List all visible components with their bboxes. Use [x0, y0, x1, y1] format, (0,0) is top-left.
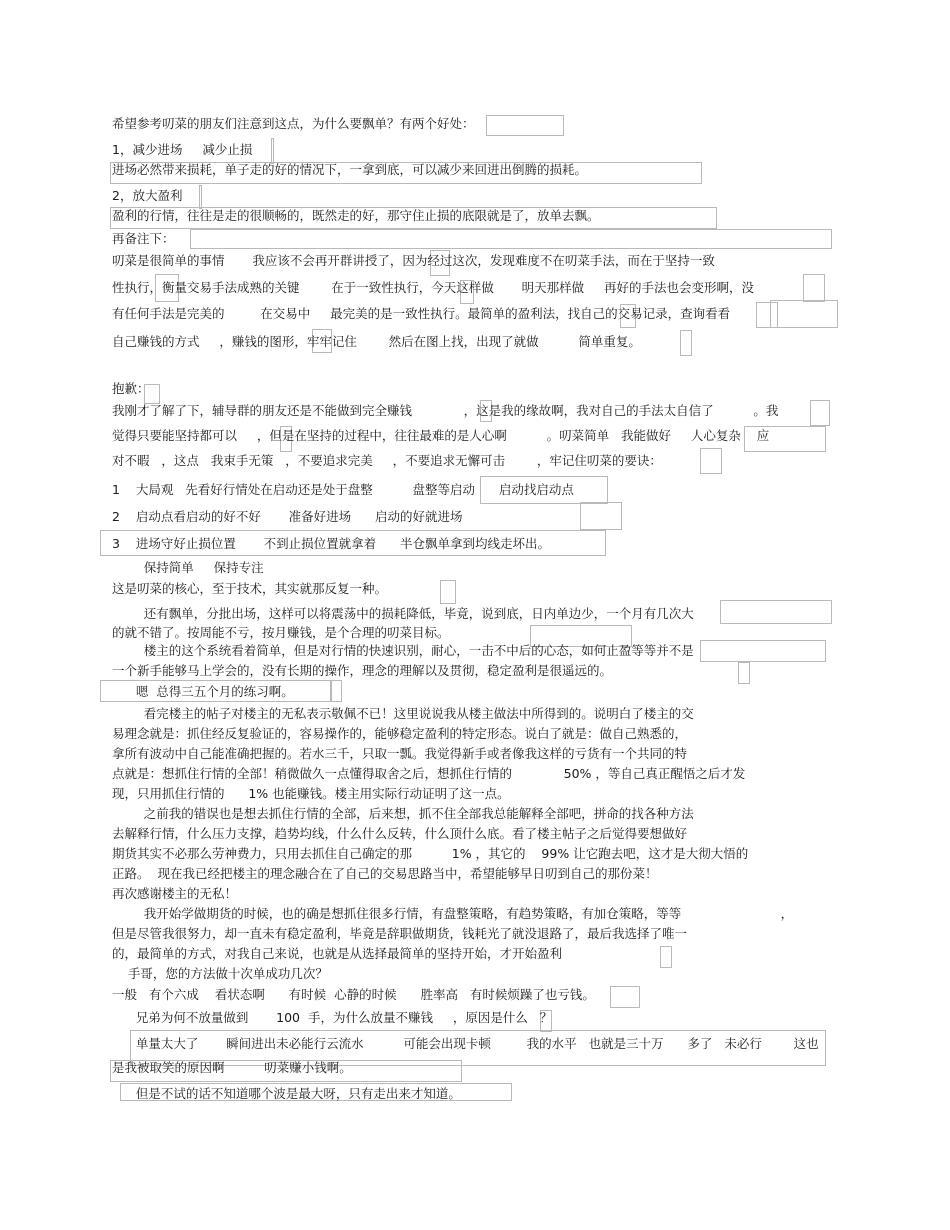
- text-line: 希望参考叨菜的朋友们注意到这点，为什么要飘单？有两个好处：: [112, 116, 475, 131]
- rule-box: [700, 448, 722, 474]
- text-line: 单量太大了 瞬间进出未必能行云流水 可能会出现卡顿 我的水平 也就是三十万 多了 未必行 这也: [112, 1036, 819, 1051]
- rule-box: [720, 600, 832, 624]
- text-line: 对不暇 ，这点 我束手无策 ，不要追求完美 ，不要追求无懈可击 ，牢记住叨菜的要诀：: [112, 453, 662, 468]
- text-line: 再备注下：: [112, 231, 175, 246]
- text-line: 易理念就是：抓住经反复验证的，容易操作的，能够稳定盈利的特定形态。说白了就是：做自己熟悉的，: [112, 726, 688, 741]
- rule-box: [738, 662, 750, 684]
- text-line: 点就是：想抓住行情的全部！稍微做久一点懂得取舍之后，想抓住行情的 50% ，等自己真正醒悟之后才发: [112, 766, 746, 781]
- rule-box: [190, 229, 832, 249]
- text-line: 楼主的这个系统看着简单，但是对行情的快速识别，耐心，一击不中后的心态，如何止盈等等并不是: [112, 643, 694, 658]
- text-line: 期货其实不必那么劳神费力，只用去抓住自己确定的那 1% ，其它的 99% 让它跑去吧，这才是大彻大悟的: [112, 846, 749, 861]
- text-line: 还有飘单，分批出场，这样可以将震荡中的损耗降低，毕竟，说到底，日内单边少，一个月有几次大: [112, 606, 694, 621]
- text-line: 进场必然带来损耗，单子走的好的情况下，一拿到底，可以减少来回进出倒腾的损耗。: [112, 162, 588, 177]
- text-line: 性执行，衡量交易手法成熟的关键 在于一致性执行，今天这样做 明天那样做 再好的手法也会变形啊，没: [112, 280, 754, 295]
- text-line: 兄弟为何不放量做到 100 手，为什么放量不赚钱 ，原因是什么 ？: [112, 1010, 553, 1025]
- rule-box: [580, 502, 622, 530]
- text-line: 嗯 总得三五个月的练习啊。: [112, 684, 294, 699]
- text-line: 一般 有个六成 看状态啊 有时候 心静的时候 胜率高 有时候烦躁了也亏钱。: [112, 987, 595, 1002]
- rule-box: [660, 946, 672, 968]
- rule-box: [271, 138, 274, 164]
- text-line: 我开始学做期货的时候，也的确是想抓住很多行情，有盘整策略，有趋势策略，有加仓策略，等等 ，: [112, 906, 794, 921]
- text-line: 自己赚钱的方式 ，赚钱的图形，牢牢记住 然后在图上找，出现了就做 简单重复。: [112, 334, 641, 349]
- rule-box: [810, 400, 830, 426]
- rule-box: [440, 580, 456, 604]
- text-line: 再次感谢楼主的无私！: [112, 886, 238, 901]
- text-line: 2，放大盈利: [112, 188, 183, 203]
- text-line: 拿所有波动中自己能准确把握的。若水三千，只取一瓢。我觉得新手或者像我这样的亏货有一个共同的特: [112, 746, 688, 761]
- text-line: 去解释行情，什么压力支撑，趋势均线，什么什么反转，什么顶什么底。看了楼主帖子之后觉得要想做好: [112, 826, 688, 841]
- rule-box: [803, 274, 825, 302]
- text-line: 正路。 现在我已经把楼主的理念融合在了自己的交易思路当中，希望能够早日叨到自己的那份菜！: [112, 866, 658, 881]
- text-line: 但是尽管我很努力，却一直未有稳定盈利，毕竟是辞职做期货，钱耗光了就没退路了，最后我选择了唯一: [112, 926, 688, 941]
- rule-box: [680, 330, 692, 356]
- rule-box: [486, 115, 564, 136]
- text-line: 现，只用抓住行情的 1% 也能赚钱。楼主用实际行动证明了这一点。: [112, 786, 510, 801]
- text-line: 手哥，您的方法做十次单成功几次？: [112, 966, 328, 981]
- text-line: 的，最简单的方式，对我自己来说，也就是从选择最简单的坚持开始，才开始盈利: [112, 946, 563, 961]
- text-line: 之前我的错误也是想去抓住行情的全部，后来想，抓不住全部我总能解释全部吧，拼命的找各种方法: [112, 806, 694, 821]
- text-line: 抱歉：: [112, 381, 150, 396]
- text-line: 盈利的行情，往往是走的很顺畅的，既然走的好，那守住止损的底限就是了，放单去飘。: [112, 208, 600, 223]
- text-line: 是我被取笑的原因啊 叨菜赚小钱啊。: [112, 1060, 352, 1075]
- text-line: 保持简单 保持专注: [112, 560, 264, 575]
- rule-box: [199, 185, 202, 209]
- text-line: 的就不错了。按周能不亏，按月赚钱，是个合理的叨菜目标。: [112, 625, 450, 640]
- rule-box: [610, 986, 640, 1008]
- rule-box: [700, 640, 826, 662]
- text-line: 一个新手能够马上学会的，没有长期的操作，理念的理解以及贯彻，稳定盈利是很遥远的。: [112, 663, 613, 678]
- text-line: 2 启动点看启动的好不好 准备好进场 启动的好就进场: [112, 509, 463, 524]
- text-line: 叨菜是很简单的事情 我应该不会再开群讲授了，因为经过这次，发现难度不在叨菜手法，而在于坚持一致: [112, 253, 715, 268]
- text-line: 1 大局观 先看好行情处在启动还是处于盘整 盘整等启动 启动找启动点: [112, 482, 574, 497]
- text-line: 1，减少进场 减少止损: [112, 142, 253, 157]
- text-line: 这是叨菜的核心，至于技术，其实就那反复一种。: [112, 581, 388, 596]
- text-line: 但是不试的话不知道哪个波是最大呀，只有走出来才知道。: [112, 1086, 461, 1101]
- text-line: 3 进场守好止损位置 不到止损位置就拿着 半仓飘单拿到均线走坏出。: [112, 536, 551, 551]
- text-line: 有任何手法是完美的 在交易中 最完美的是一致性执行。最简单的盈利法，找自己的交易记录，查询看看: [112, 306, 731, 321]
- text-line: 看完楼主的帖子对楼主的无私表示敬佩不已！这里说说我从楼主做法中所得到的。说明白了楼主的交: [112, 706, 694, 721]
- text-line: 我刚才了解了下，辅导群的朋友还是不能做到完全赚钱 ，这是我的缘故啊，我对自己的手法太自信了 。我: [112, 403, 779, 418]
- text-line: 觉得只要能坚持都可以 ，但是在坚持的过程中，往往最难的是人心啊 。叨菜简单 我能做好 人心复杂 应: [112, 428, 770, 443]
- rule-box: [770, 300, 838, 328]
